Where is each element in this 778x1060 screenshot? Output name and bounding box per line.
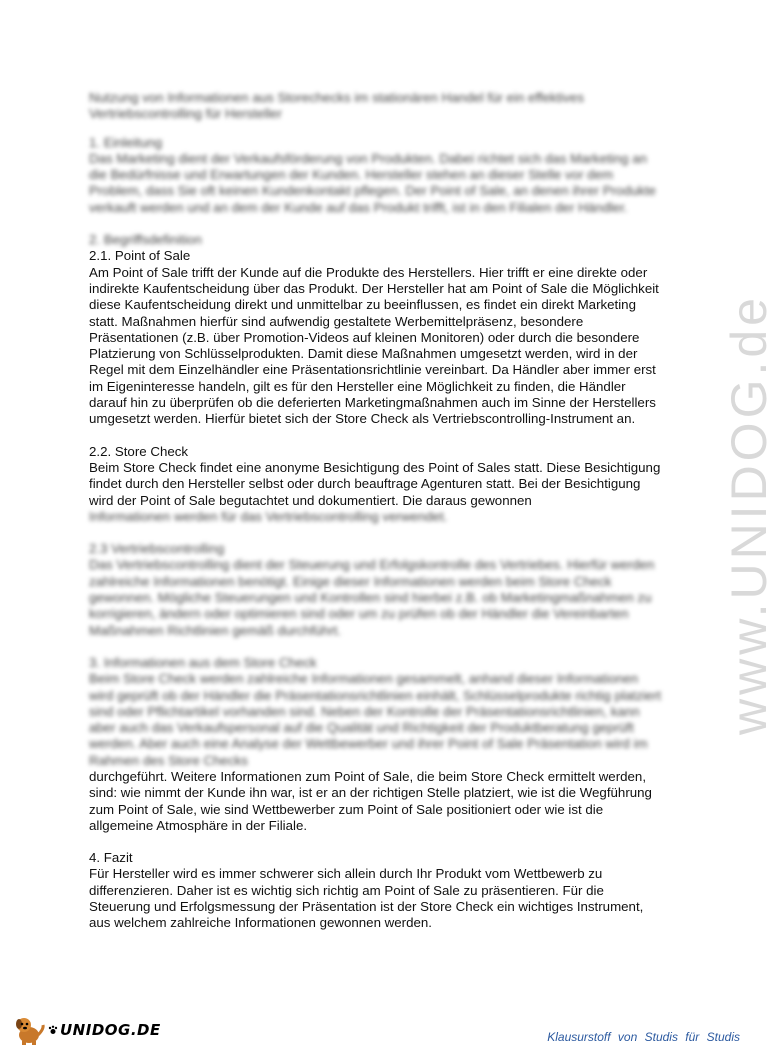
document-title: Nutzung von Informationen aus Storechecks im stationären Handel für ein effektives Vertriebscontrolling für Hersteller (89, 90, 584, 122)
section-4-text: Für Hersteller wird es immer schwerer sich allein durch Ihr Produkt vom Wettbewerb zu differenzieren. Daher ist es wichtig sich richtig am Point of Sale zu präsentieren. Für die Steuerung und Erfolgsmessung der Präsentation ist der Store Check ein wichtiges Instrument, aus welchem zahlreiche Informationen gewonnen werden. (89, 866, 644, 931)
section-3-text: durchgeführt. Weitere Informationen zum Point of Sale, die beim Store Check ermittelt werden, sind: wie nimmt der Kunde ihn war, ist er an der richtigen Stelle platziert, wie ist die Wegführung zum Point of Sale, wie sind Wettbewerber zum Point of Sale positioniert oder wie ist die allgemeine Atmosphäre in der Filiale. (89, 768, 652, 833)
footer-tagline: Klausurstoff von Studis für Studis (547, 1030, 740, 1044)
section-2-2-heading: 2.2. Store Check (89, 443, 189, 459)
watermark: www.UNIDOG.de (721, 294, 777, 735)
document-content (89, 90, 664, 932)
unidog-logo (14, 1015, 161, 1045)
section-2-1-heading: 2.1. Point of Sale (89, 248, 191, 264)
paw-icon (48, 1025, 58, 1035)
section-3-text-blurred: Beim Store Check werden zahlreiche Informationen gesammelt, anhand dieser Informationen wird geprüft ob der Händler die Präsentationsrichtlinien einhält, Schlüsselprodukte richtig platziert sind oder Pflichtartikel vorhanden sind. Neben der Kontrolle der Präsentationsrichtlinien, kann aber auch das Verkaufspersonal auf die Qualität und Richtigkeit der Produktberatung geprüft werden. Aber auch eine Analyse der Wettbewerber und ihrer Point of Sale Präsentation wird im Rahmen des Store Checks (89, 671, 662, 768)
dog-mascot-icon (14, 1015, 46, 1045)
section-2-1-text: Am Point of Sale trifft der Kunde auf die Produkte des Herstellers. Hier trifft er eine direkte oder indirekte Kaufentscheidung über das Produkt. Der Hersteller hat am Point of Sale die Möglichkeit diese Kaufentscheidung direkt und unmittelbar zu beeinflussen, es findet ein direkt Marketing statt. Maßnahmen hierfür sind aufwendig gestaltete Werbemittelpräsenz, besondere Präsentationen (z.B. über Promotion-Videos auf kleinen Monitoren) oder durch die besondere Platzierung von Schlüsselprodukten. Damit diese Maßnahmen umgesetzt werden, wird in der Regel mit dem Einzelhändler eine Präsentationsrichtlinie vereinbart. Da Händler aber immer erst im Eigeninteresse handeln, gilt es für den Hersteller eine Möglichkeit zu finden, die Händler darauf hin zu überprüfen ob die deferierten Marketingmaßnahmen auch im Sinne der Herstellers umgesetzt werden. Hierfür bietet sich der Store Check als Vertriebscontrolling-Instrument an. (89, 264, 659, 427)
section-1-text: Das Marketing dient der Verkaufsförderung von Produkten. Dabei richtet sich das Marketing an die Bedürfnisse und Erwartungen der Kunden. Hersteller stehen an dieser Stelle vor dem Problem, dass Sie oft keinen Kundenkontakt pflegen. Der Point of Sale, an denen ihrer Produkte verkauft werden und an dem der Kunde auf das Produkt trifft, ist in den Filialen der Händler. (89, 150, 656, 215)
section-2-3-text: Das Vertriebscontrolling dient der Steuerung und Erfolgskontrolle des Vertriebes. Hierfür werden zahlreiche Informationen benötigt. Einige dieser Informationen werden beim Store Check gewonnen. Mögliche Steuerungen und Kontrollen sind hierbei z.B. ob Marketingmaßnahmen zu korrigieren, ändern oder optimieren sind oder um zu prüfen ob der Händler die Vereinbarten Maßnahmen Richtlinien gemäß durchführt. (89, 557, 655, 638)
logo-text: UNIDOG.DE (60, 1021, 161, 1039)
section-2-2-text: Beim Store Check findet eine anonyme Besichtigung des Point of Sales statt. Diese Besichtigung findet durch den Hersteller selbst oder durch beauftrage Agenturen statt. Bei der Besichtigung wird der Point of Sale begutachtet und dokumentiert. Die daraus gewonnen (89, 459, 661, 508)
section-2-2-text-blurred: Informationen werden für das Vertriebscontrolling verwendet. (89, 508, 448, 524)
section-4-heading: 4. Fazit (89, 850, 133, 866)
section-2-heading: 2. Begriffsdefinition (89, 232, 202, 248)
section-1-heading: 1. Einleitung (89, 134, 163, 150)
section-2-3-heading: 2.3 Vertriebscontrolling (89, 541, 225, 557)
section-3-heading: 3. Informationen aus dem Store Check (89, 654, 317, 670)
